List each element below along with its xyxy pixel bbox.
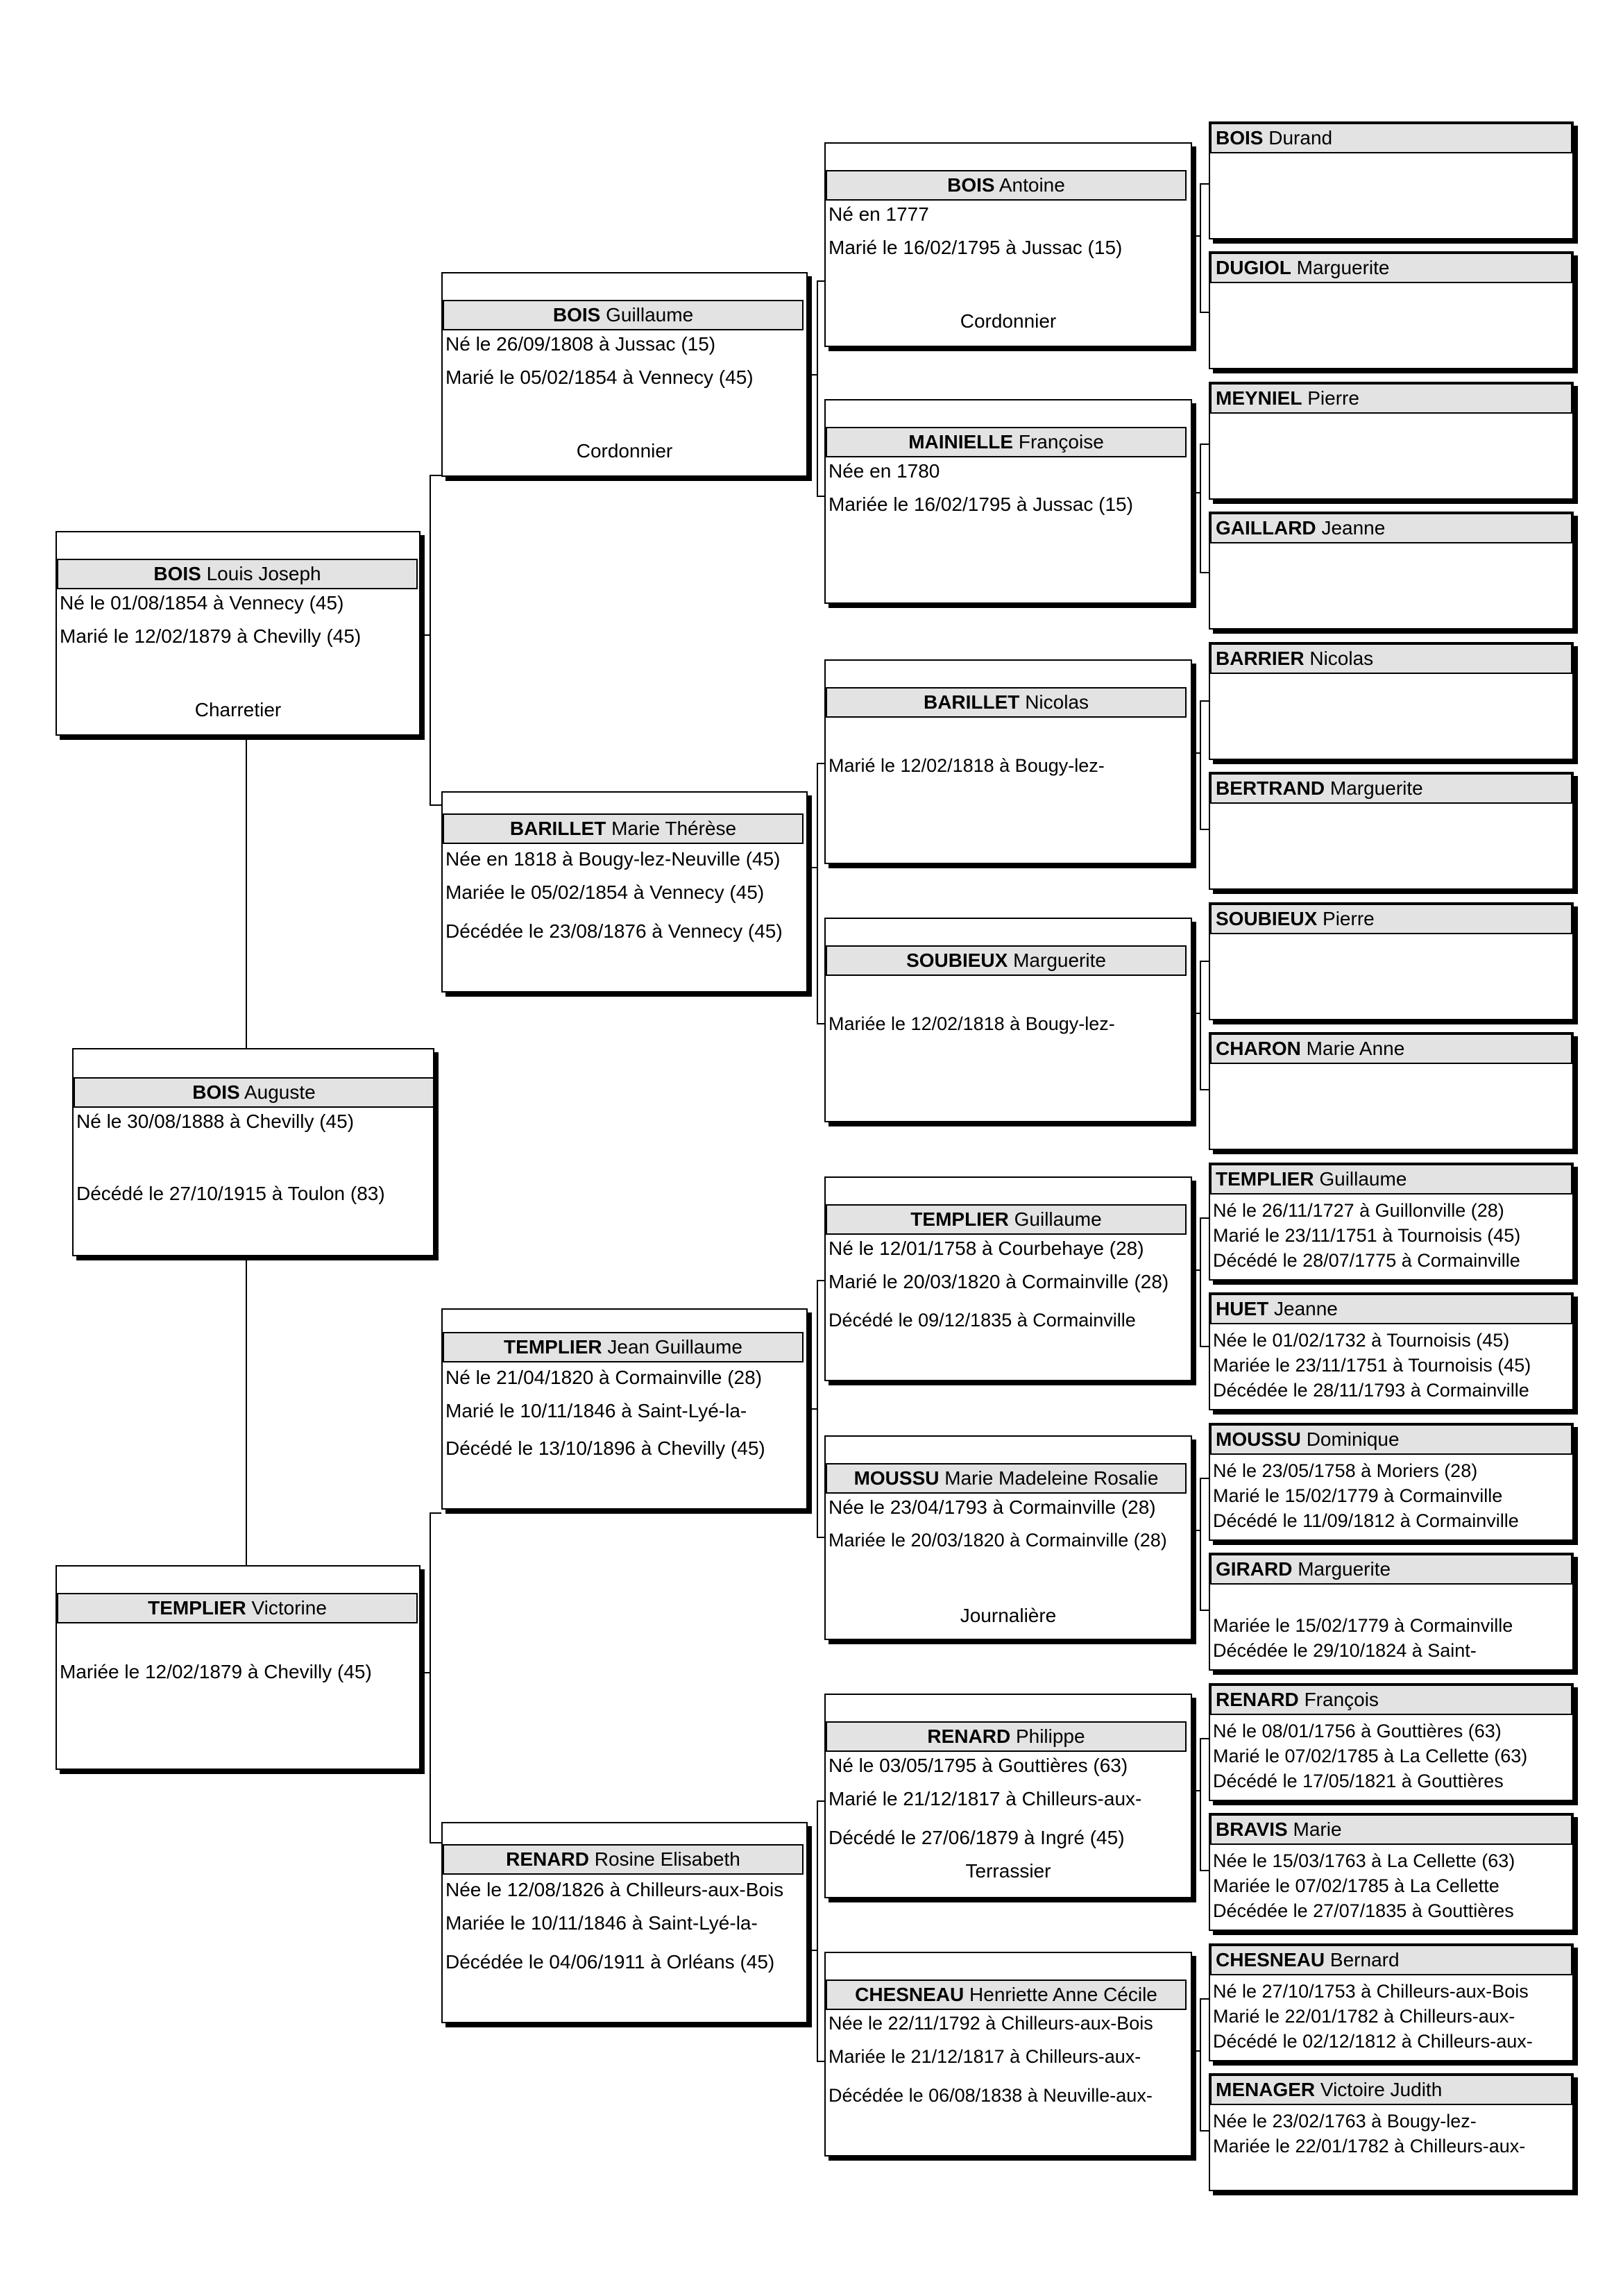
person-detail: Née le 23/02/1763 à Bougy-lez- <box>1213 2111 1477 2132</box>
person-box-barillet-nicolas <box>824 659 1192 864</box>
person-detail: Née le 15/03/1763 à La Cellette (63) <box>1213 1850 1515 1871</box>
person-box-huet-jeanne <box>1209 1292 1574 1410</box>
person-box-bois-louis-joseph <box>56 531 420 736</box>
person-detail: Né le 26/09/1808 à Jussac (15) <box>445 333 716 355</box>
person-name: SOUBIEUX Pierre <box>1210 904 1572 934</box>
person-detail: Mariée le 22/01/1782 à Chilleurs-aux- <box>1213 2136 1526 2156</box>
person-detail: Né le 23/05/1758 à Moriers (28) <box>1213 1460 1478 1481</box>
person-name: TEMPLIER Guillaume <box>826 1204 1187 1235</box>
person-box-soubieux-pierre <box>1209 902 1574 1020</box>
person-detail: Mariée le 16/02/1795 à Jussac (15) <box>829 493 1133 515</box>
person-name: RENARD Philippe <box>826 1721 1187 1752</box>
person-name: BOIS Durand <box>1210 123 1572 153</box>
person-name: SOUBIEUX Marguerite <box>826 945 1187 976</box>
person-detail: Marié le 12/02/1818 à Bougy-lez- <box>829 755 1105 776</box>
person-detail: Mariée le 21/12/1817 à Chilleurs-aux- <box>829 2046 1141 2067</box>
person-detail: Décédée le 23/08/1876 à Vennecy (45) <box>445 920 783 942</box>
person-occupation: Charretier <box>194 699 282 720</box>
person-box-gaillard-jeanne <box>1209 512 1574 630</box>
person-box-renard-francois <box>1209 1683 1574 1801</box>
person-detail: Décédée le 28/11/1793 à Cormainville <box>1213 1380 1529 1401</box>
person-box-moussu-marie-madeleine-rosalie <box>824 1435 1192 1640</box>
person-occupation: Journalière <box>960 1605 1057 1626</box>
person-name: MEYNIEL Pierre <box>1210 383 1572 414</box>
person-detail: Décédé le 09/12/1835 à Cormainville <box>829 1310 1136 1331</box>
person-box-bertrand-marguerite <box>1209 772 1574 890</box>
person-box-chesneau-bernard <box>1209 1943 1574 2061</box>
person-name: RENARD Rosine Elisabeth <box>443 1844 804 1875</box>
person-occupation: Terrassier <box>965 1860 1051 1882</box>
person-name: BERTRAND Marguerite <box>1210 773 1572 804</box>
person-box-charon-marie-anne <box>1209 1032 1574 1150</box>
person-detail: Mariée le 07/02/1785 à La Cellette <box>1213 1875 1499 1896</box>
person-box-templier-victorine <box>56 1565 420 1770</box>
person-name: RENARD François <box>1210 1685 1572 1715</box>
person-name: TEMPLIER Jean Guillaume <box>443 1332 804 1362</box>
person-detail: Mariée le 20/03/1820 à Cormainville (28) <box>829 1530 1167 1551</box>
person-box-bravis-marie <box>1209 1813 1574 1931</box>
person-box-templier-guillaume <box>824 1176 1192 1381</box>
person-detail: Née le 23/04/1793 à Cormainville (28) <box>829 1496 1156 1518</box>
person-name: BRAVIS Marie <box>1210 1814 1572 1845</box>
person-name: MOUSSU Dominique <box>1210 1424 1572 1455</box>
person-name: BOIS Guillaume <box>443 300 804 330</box>
person-detail: Décédé le 28/07/1775 à Cormainville <box>1213 1250 1520 1271</box>
person-detail: Née le 22/11/1792 à Chilleurs-aux-Bois <box>829 2013 1153 2034</box>
person-detail: Marié le 16/02/1795 à Jussac (15) <box>829 237 1123 258</box>
person-detail: Marié le 15/02/1779 à Cormainville <box>1213 1485 1503 1506</box>
person-name: BARILLET Marie Thérèse <box>443 813 804 844</box>
person-detail: Né le 08/01/1756 à Gouttières (63) <box>1213 1721 1502 1741</box>
person-name: MAINIELLE Françoise <box>826 427 1187 457</box>
person-box-moussu-dominique <box>1209 1423 1574 1541</box>
person-name: GIRARD Marguerite <box>1210 1554 1572 1585</box>
person-box-renard-rosine-elisabeth <box>441 1822 808 2023</box>
person-detail: Mariée le 05/02/1854 à Vennecy (45) <box>445 881 765 903</box>
person-detail: Décédée le 06/08/1838 à Neuville-aux- <box>829 2085 1153 2106</box>
person-box-chesneau-henriette-anne-cecile <box>824 1952 1192 2156</box>
person-name: TEMPLIER Victorine <box>57 1593 418 1623</box>
person-detail: Mariée le 10/11/1846 à Saint-Lyé-la- <box>445 1912 758 1934</box>
person-detail: Mariée le 12/02/1879 à Chevilly (45) <box>60 1661 372 1682</box>
person-name: DUGIOL Marguerite <box>1210 253 1572 283</box>
person-detail: Née le 12/08/1826 à Chilleurs-aux-Bois <box>445 1879 784 1900</box>
person-box-dugiol-marguerite <box>1209 251 1574 369</box>
person-box-bois-auguste <box>72 1048 434 1256</box>
person-detail: Née en 1818 à Bougy-lez-Neuville (45) <box>445 848 781 870</box>
person-detail: Marié le 20/03/1820 à Cormainville (28) <box>829 1271 1169 1292</box>
person-occupation: Cordonnier <box>960 310 1057 332</box>
person-detail: Décédé le 11/09/1812 à Cormainville <box>1213 1510 1519 1531</box>
person-box-menager-victoire-judith <box>1209 2073 1574 2191</box>
person-name: GAILLARD Jeanne <box>1210 513 1572 543</box>
person-box-bois-durand <box>1209 121 1574 239</box>
person-box-mainielle-francoise <box>824 399 1192 604</box>
person-name: CHESNEAU Bernard <box>1210 1945 1572 1975</box>
person-detail: Né le 01/08/1854 à Vennecy (45) <box>60 592 344 614</box>
person-detail: Décédé le 02/12/1812 à Chilleurs-aux- <box>1213 2031 1533 2052</box>
person-detail: Décédée le 04/06/1911 à Orléans (45) <box>445 1951 775 1973</box>
person-name: CHARON Marie Anne <box>1210 1033 1572 1064</box>
person-detail: Né le 21/04/1820 à Cormainville (28) <box>445 1367 763 1388</box>
person-detail: Marié le 12/02/1879 à Chevilly (45) <box>60 625 362 647</box>
person-detail: Né le 30/08/1888 à Chevilly (45) <box>76 1111 355 1132</box>
person-detail: Décédé le 27/06/1879 à Ingré (45) <box>829 1827 1125 1848</box>
person-detail: Marié le 23/11/1751 à Tournoisis (45) <box>1213 1225 1521 1246</box>
person-detail: Marié le 05/02/1854 à Vennecy (45) <box>445 366 754 388</box>
person-name: CHESNEAU Henriette Anne Cécile <box>826 1980 1187 2010</box>
person-box-bois-guillaume <box>441 272 808 477</box>
person-box-girard-marguerite <box>1209 1553 1574 1671</box>
person-detail: Né le 27/10/1753 à Chilleurs-aux-Bois <box>1213 1981 1529 2002</box>
person-detail: Marié le 21/12/1817 à Chilleurs-aux- <box>829 1788 1142 1809</box>
person-detail: Décédé le 27/10/1915 à Toulon (83) <box>76 1183 385 1204</box>
person-box-renard-philippe <box>824 1694 1192 1898</box>
person-detail: Décédée le 29/10/1824 à Saint- <box>1213 1640 1477 1661</box>
person-box-meyniel-pierre <box>1209 382 1574 500</box>
person-detail: Née en 1780 <box>829 460 940 482</box>
person-detail: Né en 1777 <box>829 203 929 225</box>
person-occupation: Cordonnier <box>576 440 673 462</box>
person-name: HUET Jeanne <box>1210 1294 1572 1324</box>
person-detail: Décédé le 13/10/1896 à Chevilly (45) <box>445 1437 765 1459</box>
person-detail: Né le 03/05/1795 à Gouttières (63) <box>829 1755 1128 1776</box>
person-name: BOIS Antoine <box>826 170 1187 201</box>
person-detail: Né le 12/01/1758 à Courbehaye (28) <box>829 1238 1144 1259</box>
person-box-bois-antoine <box>824 142 1192 347</box>
person-box-soubieux-marguerite <box>824 918 1192 1122</box>
person-name: MOUSSU Marie Madeleine Rosalie <box>826 1463 1187 1494</box>
person-detail: Mariée le 23/11/1751 à Tournoisis (45) <box>1213 1355 1531 1376</box>
person-box-barrier-nicolas <box>1209 642 1574 760</box>
person-detail: Marié le 22/01/1782 à Chilleurs-aux- <box>1213 2006 1515 2027</box>
person-detail: Née le 01/02/1732 à Tournoisis (45) <box>1213 1330 1510 1351</box>
person-name: BOIS Auguste <box>74 1077 434 1108</box>
person-name: BOIS Louis Joseph <box>57 559 418 589</box>
person-name: MENAGER Victoire Judith <box>1210 2075 1572 2105</box>
person-detail: Mariée le 15/02/1779 à Cormainville <box>1213 1615 1513 1636</box>
person-detail: Décédé le 17/05/1821 à Gouttières <box>1213 1771 1504 1791</box>
person-name: TEMPLIER Guillaume <box>1210 1164 1572 1195</box>
person-detail: Marié le 10/11/1846 à Saint-Lyé-la- <box>445 1400 747 1421</box>
person-name: BARILLET Nicolas <box>826 687 1187 718</box>
person-box-templier-guillaume-sr <box>1209 1163 1574 1281</box>
person-detail: Né le 26/11/1727 à Guillonville (28) <box>1213 1200 1504 1221</box>
person-detail: Décédée le 27/07/1835 à Gouttières <box>1213 1900 1514 1921</box>
person-box-barillet-marie-therese <box>441 791 808 993</box>
person-name: BARRIER Nicolas <box>1210 643 1572 674</box>
person-detail: Marié le 07/02/1785 à La Cellette (63) <box>1213 1746 1528 1766</box>
person-detail: Mariée le 12/02/1818 à Bougy-lez- <box>829 1013 1115 1034</box>
person-box-templier-jean-guillaume <box>441 1308 808 1510</box>
